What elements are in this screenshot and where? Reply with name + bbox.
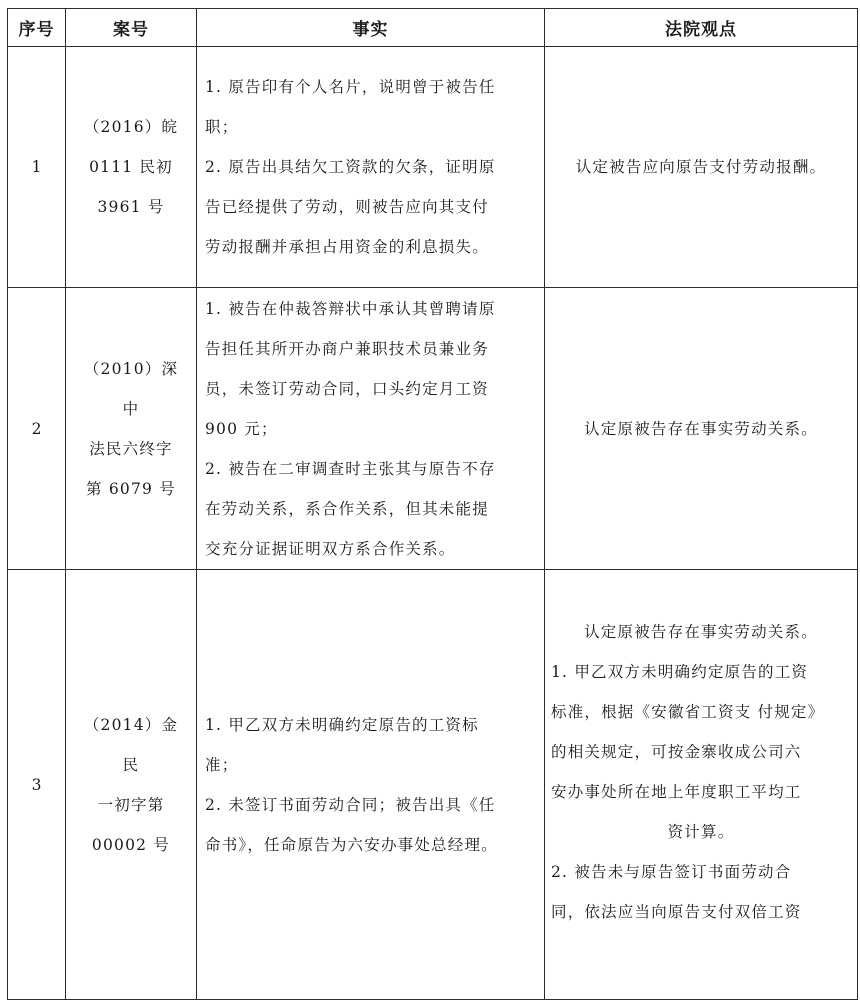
table-row <box>8 288 858 570</box>
facts-line: 1. 原告印有个人名片，说明曾于被告任 <box>205 78 496 96</box>
opinion-cell <box>545 570 858 1000</box>
opinion-line: 标准，根据《安徽省工资支 付规定》 <box>551 703 825 721</box>
opinion-line: 认定被告应向原告支付劳动报酬。 <box>575 158 827 176</box>
opinion-line: 1. 甲乙双方未明确约定原告的工资 <box>551 663 809 681</box>
facts-line: 劳动报酬并承担占用资金的利息损失。 <box>205 238 489 256</box>
case-no-line: 一初字第 <box>97 795 165 814</box>
row-index-cell <box>8 570 66 1000</box>
facts-line: 在劳动关系，系合作关系，但其未能提 <box>205 499 489 518</box>
facts-line: 1. 甲乙双方未明确约定原告的工资标 <box>205 715 479 734</box>
opinion-cell <box>545 288 858 570</box>
case-no-line: 法民六终字 <box>89 439 173 458</box>
header-case-no: 案号 <box>66 9 197 47</box>
case-no-line: （2010）深中 <box>83 359 179 418</box>
facts-line: 告担任其所开办商户兼职技术员兼业务 <box>205 339 489 358</box>
table-row <box>8 47 858 288</box>
facts-line: 2. 被告在二审调查时主张其与原告不存 <box>205 459 496 478</box>
header-facts: 事实 <box>197 9 545 47</box>
facts-line: 交充分证据证明双方系合作关系。 <box>205 539 456 558</box>
facts-cell <box>197 288 545 570</box>
opinion-cell <box>545 47 858 288</box>
header-row <box>8 9 858 47</box>
row-index: 1 <box>31 158 42 176</box>
case-no-line: （2016）皖 <box>83 118 179 136</box>
case-no-line: （2014）金民 <box>83 715 179 774</box>
case-table <box>7 8 858 1000</box>
facts-line: 告已经提供了劳动，则被告应向其支付 <box>205 198 489 216</box>
opinion-line: 同，依法应当向原告支付双倍工资 <box>551 903 802 921</box>
facts-line: 命书》，任命原告为六安办事处总经理。 <box>205 835 498 854</box>
row-index-cell <box>8 288 66 570</box>
table-row <box>8 570 858 1000</box>
row-index: 2 <box>31 419 42 438</box>
row-index-cell <box>8 47 66 288</box>
facts-cell <box>197 570 545 1000</box>
case-no-line: 3961 号 <box>97 198 165 216</box>
opinion-line: 2. 被告未与原告签订书面劳动合 <box>551 863 792 881</box>
header-opinion: 法院观点 <box>545 9 858 47</box>
facts-line: 1. 被告在仲裁答辩状中承认其曾聘请原 <box>205 299 496 318</box>
opinion-line: 的相关规定，可按金寨收成公司六 <box>551 743 802 761</box>
opinion-line: 认定原被告存在事实劳动关系。 <box>584 419 818 438</box>
facts-line: 2. 未签订书面劳动合同；被告出具《任 <box>205 795 496 814</box>
case-no-cell <box>66 47 197 288</box>
facts-line: 2. 原告出具结欠工资款的欠条，证明原 <box>205 158 496 176</box>
opinion-line: 资计算。 <box>667 823 735 841</box>
case-no-line: 第 6079 号 <box>86 479 176 498</box>
facts-cell <box>197 47 545 288</box>
facts-line: 职； <box>205 118 239 136</box>
facts-line: 员，未签订劳动合同，口头约定月工资 <box>205 379 489 398</box>
case-no-cell <box>66 570 197 1000</box>
case-no-line: 0111 民初 <box>89 158 173 176</box>
case-no-line: 00002 号 <box>91 835 171 854</box>
header-index: 序号 <box>8 9 66 47</box>
opinion-line: 认定原被告存在事实劳动关系。 <box>584 623 818 641</box>
opinion-line: 安办事处所在地上年度职工平均工 <box>551 783 802 801</box>
row-index: 3 <box>31 775 42 794</box>
facts-line: 准； <box>205 755 239 774</box>
facts-line: 900 元； <box>205 419 278 438</box>
case-no-cell <box>66 288 197 570</box>
